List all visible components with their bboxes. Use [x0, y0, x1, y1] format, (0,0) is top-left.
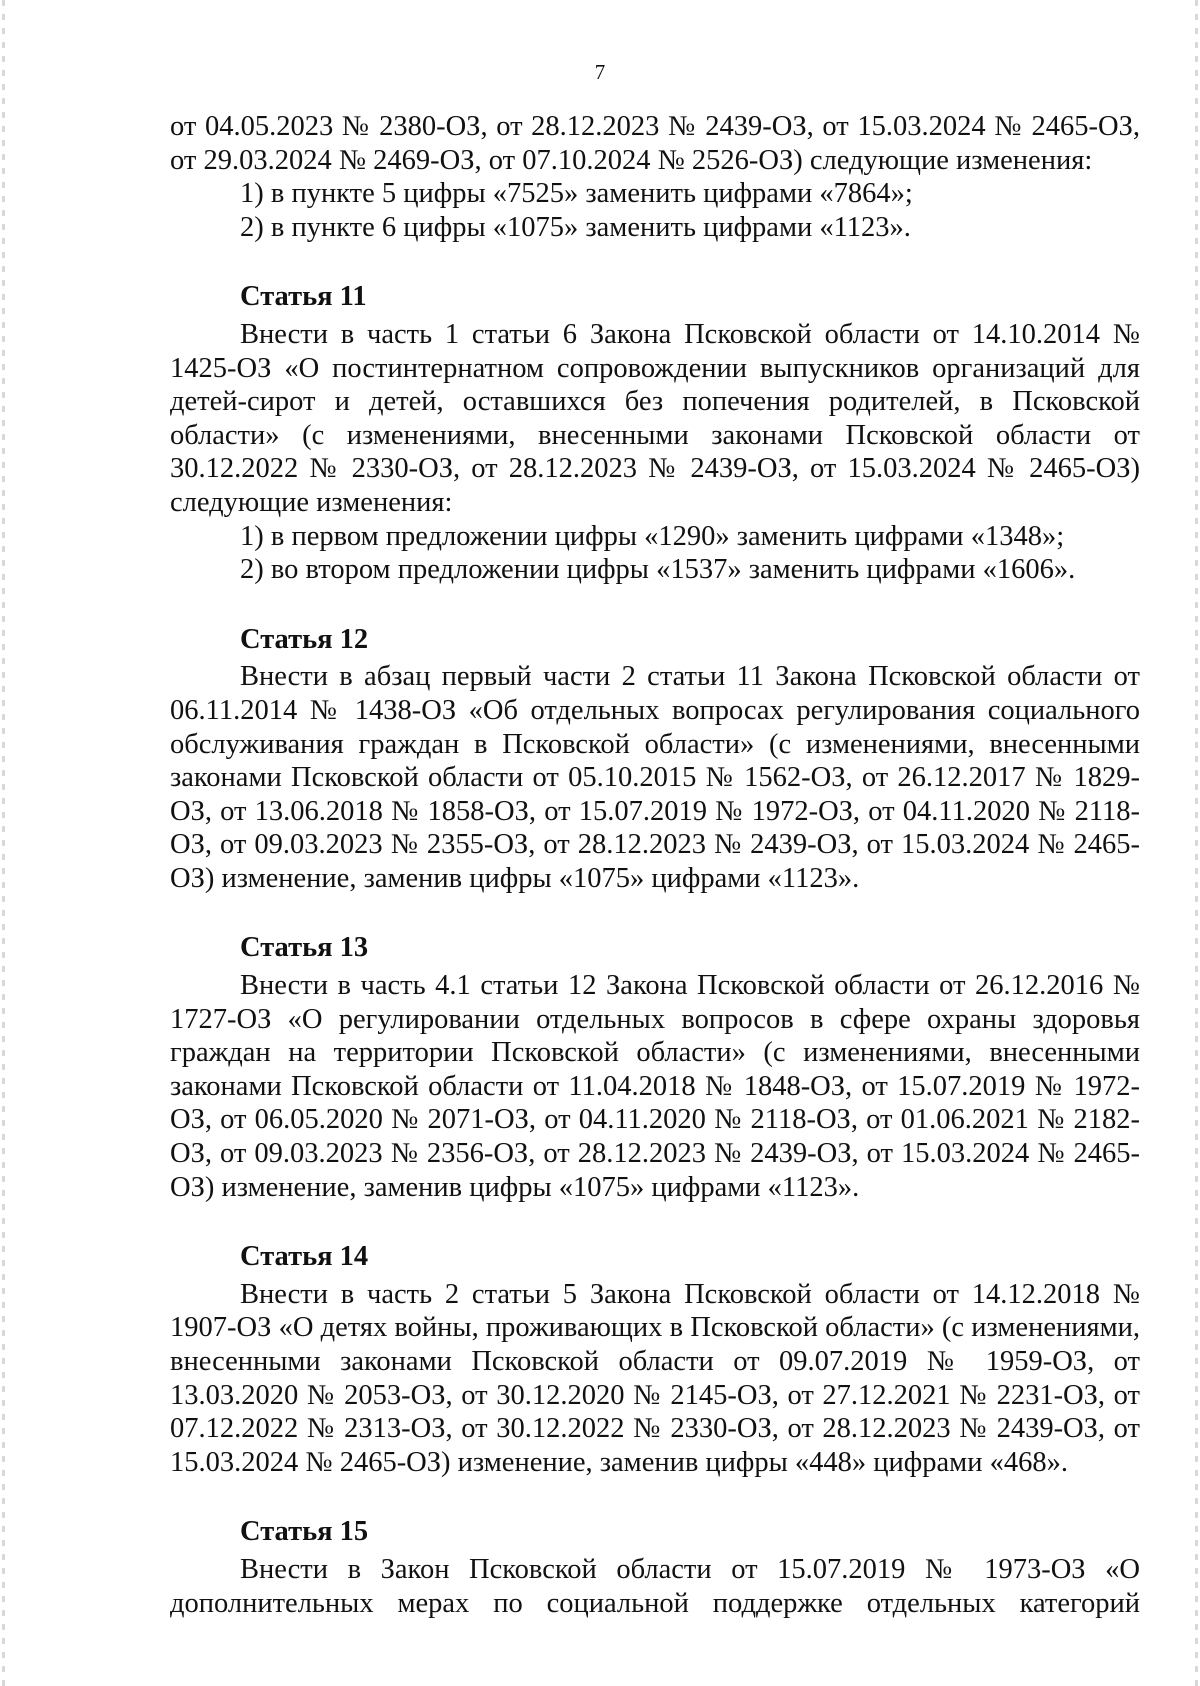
article-heading: Статья 13 — [240, 932, 369, 964]
intro-paragraph: от 04.05.2023 № 2380-ОЗ, от 28.12.2023 № 2439-ОЗ, от 15.03.2024 № 2465-ОЗ, от 29.03.2024 № 2469-ОЗ, от 07.10.2024 № 2526-ОЗ) следующие изменения: — [170, 111, 1140, 176]
article-body: Внести в часть 4.1 статьи 12 Закона Псковской области от 26.12.2016 № 1727-ОЗ «О регулировании отдельных вопросов в сфере охраны здоровья граждан на территории Псковской области» (с изменениями, внесенными законами Псковской области от 11.04.2018 № 1848-ОЗ, от 15.07.2019 № 1972-ОЗ, от 06.05.2020 № 2071-ОЗ, от 04.11.2020 № 2118-ОЗ, от 01.06.2021 № 2182-ОЗ, от 09.03.2023 № 2356-ОЗ, от 28.12.2023 № 2439-ОЗ, от 15.03.2024 № 2465-ОЗ) изменение, заменив цифры «1075» цифрами «1123». — [170, 970, 1140, 1203]
article-heading: Статья 11 — [240, 281, 367, 313]
article-body: Внести в абзац первый части 2 статьи 11 Закона Псковской области от 06.11.2014 № 1438-ОЗ «Об отдельных вопросах регулирования социального обслуживания граждан в Псковской области» (с изменениями, внесенными законами Псковской области от 05.10.2015 № 1562-ОЗ, от 26.12.2017 № 1829-ОЗ, от 13.06.2018 № 1858-ОЗ, от 15.07.2019 № 1972-ОЗ, от 04.11.2020 № 2118-ОЗ, от 09.03.2023 № 2355-ОЗ, от 28.12.2023 № 2439-ОЗ, от 15.03.2024 № 2465-ОЗ) изменение, заменив цифры «1075» цифрами «1123». — [170, 661, 1140, 894]
article-12 — [170, 623, 1140, 896]
article-14 — [170, 1240, 1140, 1479]
article-15 — [170, 1515, 1140, 1620]
article-11 — [170, 280, 1140, 586]
article-heading: Статья 14 — [240, 1241, 369, 1273]
article-13 — [170, 931, 1140, 1204]
list-item: 2) во втором предложении цифры «1537» заменить цифрами «1606». — [240, 554, 1076, 586]
article-heading: Статья 15 — [240, 1516, 369, 1548]
list-item: 1) в пункте 5 цифры «7525» заменить цифрами «7864»; — [240, 178, 913, 210]
article-body: Внести в Закон Псковской области от 15.07.2019 № 1973-ОЗ «О дополнительных мерах по социальной поддержке отдельных категорий — [170, 1553, 1140, 1619]
list-item: 1) в первом предложении цифры «1290» заменить цифрами «1348»; — [240, 520, 1065, 552]
article-heading: Статья 12 — [240, 623, 369, 655]
page-number: 7 — [594, 60, 606, 84]
document-body — [170, 110, 1140, 1620]
scan-edge-left — [2, 0, 5, 1686]
intro-section — [170, 110, 1140, 244]
article-body: Внести в часть 2 статьи 5 Закона Псковской области от 14.12.2018 № 1907-ОЗ «О детях войны, проживающих в Псковской области» (с изменениями, внесенными законами Псковской области от 09.07.2019 № 1959-ОЗ, от 13.03.2020 № 2053-ОЗ, от 30.12.2020 № 2145-ОЗ, от 27.12.2021 № 2231-ОЗ, от 07.12.2022 № 2313-ОЗ, от 30.12.2022 № 2330-ОЗ, от 28.12.2023 № 2439-ОЗ, от 15.03.2024 № 2465-ОЗ) изменение, заменив цифры «448» цифрами «468». — [170, 1278, 1140, 1478]
article-body: Внести в часть 1 статьи 6 Закона Псковской области от 14.10.2014 № 1425-ОЗ «О постинтернатном сопровождении выпускников организаций для детей-сирот и детей, оставшихся без попечения родителей, в Псковской области» (с изменениями, внесенными законами Псковской области от 30.12.2022 № 2330-ОЗ, от 28.12.2023 № 2439-ОЗ, от 15.03.2024 № 2465-ОЗ) следующие изменения: — [170, 318, 1140, 518]
list-item: 2) в пункте 6 цифры «1075» заменить цифрами «1123». — [240, 211, 911, 243]
scan-edge-right — [1195, 0, 1198, 1686]
